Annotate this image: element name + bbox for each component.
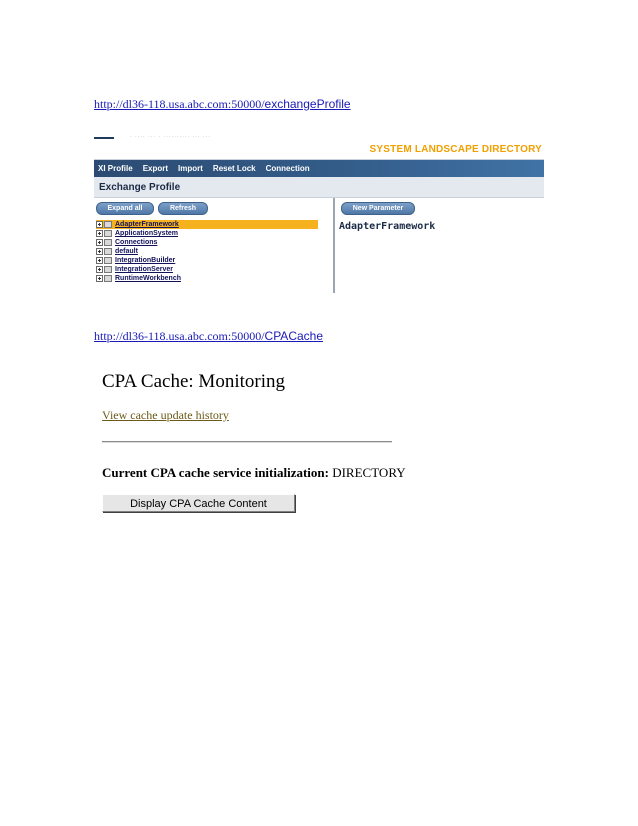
menu-item-reset-lock[interactable]: Reset Lock — [212, 164, 256, 173]
expand-all-button[interactable]: Expand all — [96, 202, 154, 215]
tree-item-label[interactable]: RuntimeWorkbench — [115, 275, 181, 282]
tree-item-runtimeworkbench[interactable] — [96, 274, 318, 283]
tree-item-label[interactable]: Connections — [115, 239, 158, 246]
expand-plus-icon[interactable] — [96, 230, 103, 237]
tree-item-integrationbuilder[interactable] — [96, 256, 318, 265]
tree-item-adapterframework[interactable] — [96, 220, 318, 229]
tree-pane — [94, 198, 332, 293]
cpa-page-title: CPA Cache: Monitoring — [102, 371, 285, 392]
divider — [102, 441, 392, 443]
tree-item-default[interactable] — [96, 247, 318, 256]
status-label: Current CPA cache service initialization: — [102, 465, 329, 480]
sld-header — [94, 130, 544, 160]
expand-plus-icon[interactable] — [96, 239, 103, 246]
expand-plus-icon[interactable] — [96, 275, 103, 282]
cache-init-status — [102, 465, 406, 480]
header-faint-text: · ···· ··· · ·········· ··· ··· — [130, 134, 211, 140]
page-title-bar — [94, 177, 544, 198]
tree-item-label[interactable]: default — [115, 248, 138, 255]
status-value: DIRECTORY — [332, 465, 406, 480]
exchange-profile-link[interactable] — [94, 97, 351, 111]
folder-icon — [104, 257, 112, 264]
expand-plus-icon[interactable] — [96, 257, 103, 264]
tree-item-applicationsystem[interactable] — [96, 229, 318, 238]
tree-item-label[interactable]: IntegrationServer — [115, 266, 173, 273]
brand-title: SYSTEM LANDSCAPE DIRECTORY — [369, 144, 542, 155]
detail-title: AdapterFramework — [339, 221, 436, 232]
menu-item-export[interactable]: Export — [142, 164, 169, 173]
page-title: Exchange Profile — [99, 181, 181, 193]
url-base: http://dl36-118.usa.abc.com:50000/ — [94, 97, 265, 111]
tree-item-label[interactable]: AdapterFramework — [115, 221, 179, 228]
tree-item-label[interactable]: ApplicationSystem — [115, 230, 179, 237]
url-path: exchangeProfile — [264, 97, 351, 111]
sld-body — [94, 198, 544, 293]
tree-item-label[interactable]: IntegrationBuilder — [115, 257, 176, 264]
expand-plus-icon[interactable] — [96, 266, 103, 273]
menu-item-connection[interactable]: Connection — [265, 164, 310, 173]
exchange-profile-url[interactable] — [94, 97, 351, 111]
tree-item-connections[interactable] — [96, 238, 318, 247]
new-parameter-button[interactable]: New Parameter — [341, 202, 415, 215]
folder-icon — [104, 239, 112, 246]
folder-icon — [104, 275, 112, 282]
header-rule — [94, 137, 114, 139]
expand-plus-icon[interactable] — [96, 248, 103, 255]
tree-item-integrationserver[interactable] — [96, 265, 318, 274]
cpa-cache-link[interactable] — [94, 329, 323, 343]
sld-exchange-profile-screenshot — [94, 130, 544, 293]
folder-icon — [104, 221, 112, 228]
detail-pane — [333, 198, 546, 293]
menu-bar — [94, 160, 544, 177]
url-path: CPACache — [264, 329, 324, 343]
folder-icon — [104, 248, 112, 255]
url-base: http://dl36-118.usa.abc.com:50000/ — [94, 329, 265, 343]
menu-item-import[interactable]: Import — [178, 164, 203, 173]
profile-tree — [96, 220, 318, 283]
cpa-cache-url[interactable] — [94, 329, 323, 343]
view-cache-history-link[interactable]: View cache update history — [102, 408, 229, 422]
folder-icon — [104, 230, 112, 237]
expand-plus-icon[interactable] — [96, 221, 103, 228]
folder-icon — [104, 266, 112, 273]
display-cpa-cache-button[interactable]: Display CPA Cache Content — [102, 494, 295, 512]
refresh-button[interactable]: Refresh — [158, 202, 208, 215]
menu-item-xi-profile[interactable]: XI Profile — [98, 164, 133, 173]
